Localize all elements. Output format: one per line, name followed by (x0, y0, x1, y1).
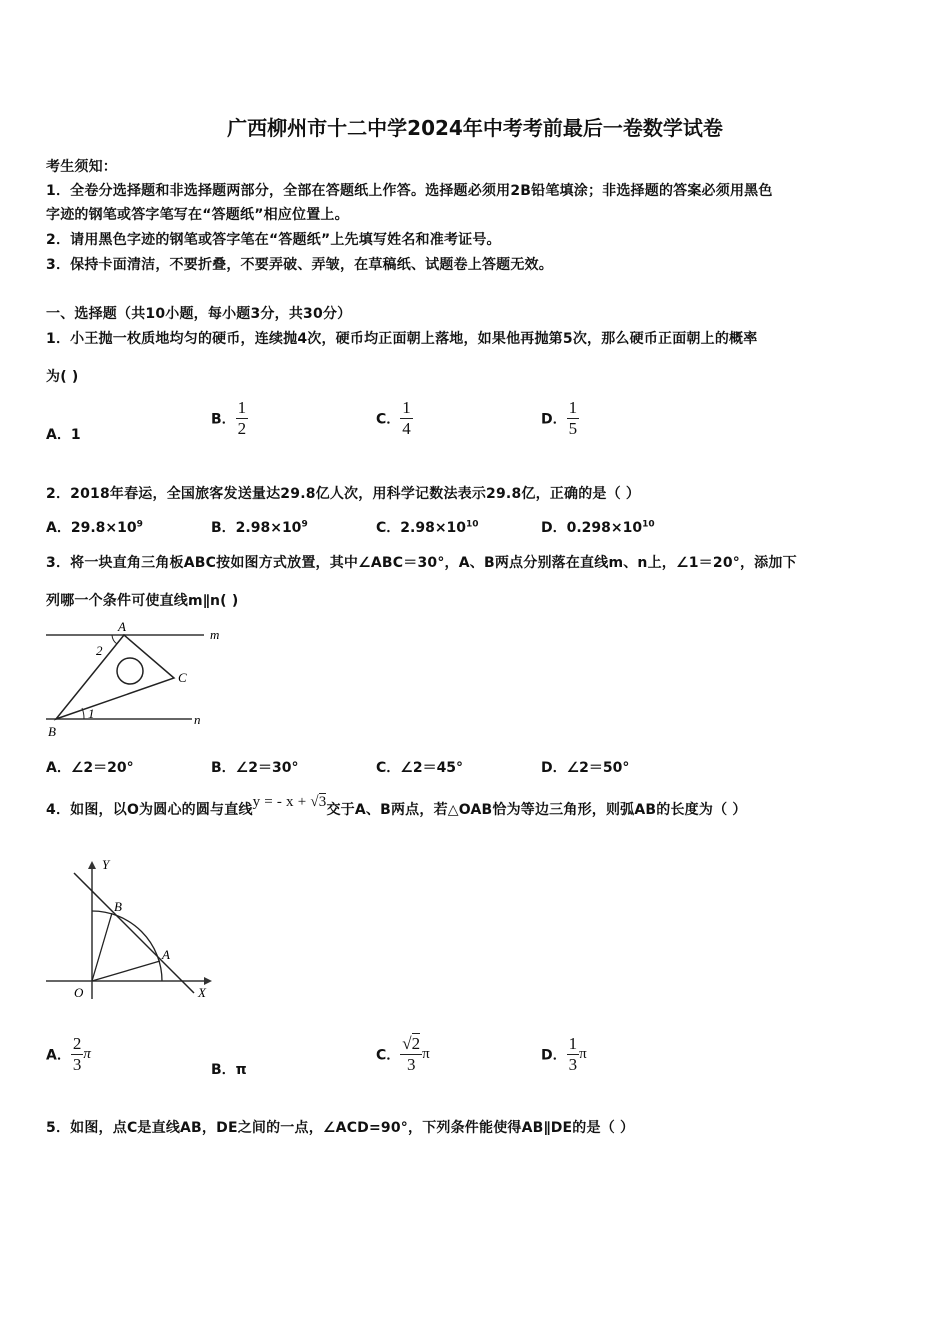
q5-text: 5．如图，点C是直线AB，DE之间的一点，∠ACD=90°，下列条件能使得AB∥DE的是（ ） (46, 1120, 635, 1136)
q2-text: 2．2018年春运，全国旅客发送量达29.8亿人次，用科学记数法表示29.8亿，正确的是（ ） (46, 486, 641, 502)
label-c: C (178, 670, 187, 685)
label-a: A (162, 947, 170, 962)
option-label: C． (376, 1047, 401, 1064)
q4-figure (44, 855, 220, 1001)
numerator: 1 (402, 398, 411, 417)
formula-text: y = - x + (252, 794, 311, 810)
angle-2-arc (112, 635, 117, 644)
denominator: 5 (568, 419, 578, 438)
label-y: Y (102, 857, 110, 872)
option-value: 1 (70, 427, 81, 443)
q3-text: 3．将一块直角三角板ABC按如图方式放置，其中∠ABC＝30°，A、B两点分别落在直线m、n上，∠1＝20°，添加下 (46, 555, 797, 571)
option-text: D．0.298×10 (541, 520, 643, 536)
q3-figure (44, 618, 230, 742)
option-label: D． (541, 1047, 567, 1064)
label-a: A (118, 619, 126, 634)
radicand: 2 (411, 1034, 421, 1053)
q2-option-b[interactable] (211, 517, 308, 537)
segment-ob (92, 913, 112, 981)
option-label: D． (541, 411, 567, 428)
triangle-hole (117, 658, 143, 684)
option-text: A．29.8×10 (46, 520, 137, 536)
q4-text-pre: 4．如图，以O为圆心的圆与直线 (46, 802, 253, 818)
denominator: 3 (400, 1054, 422, 1075)
notice-line-2: 2．请用黑色字迹的钢笔或答字笔在“答题纸”上先填写姓名和准考证号。 (46, 232, 501, 248)
numerator: 2 (72, 1034, 82, 1053)
q3-option-b[interactable]: B．∠2＝30° (211, 760, 299, 776)
q1-text-2: 为( ) (46, 369, 79, 385)
formula-radicand: 3 (318, 794, 327, 810)
x-axis-arrow (204, 977, 212, 985)
q3-option-c[interactable]: C．∠2＝45° (376, 760, 464, 776)
y-axis-arrow (88, 861, 96, 869)
page-title: 广西柳州市十二中学2024年中考考前最后一卷数学试卷 (227, 116, 723, 140)
fraction (567, 398, 580, 439)
section-heading: 一、选择题（共10小题，每小题3分，共30分） (46, 306, 352, 322)
q2-option-a[interactable] (46, 517, 143, 537)
label-n: n (194, 712, 201, 727)
label-b: B (114, 899, 122, 914)
q2-option-d[interactable] (541, 517, 655, 537)
notice-line-1b: 字迹的钢笔或答字笔写在“答题纸”相应位置上。 (46, 207, 349, 223)
option-text: C．2.98×10 (376, 520, 467, 536)
q4-option-b[interactable]: B．π (211, 1062, 247, 1078)
exponent: 10 (466, 519, 479, 530)
exponent: 9 (301, 519, 308, 530)
denominator: 3 (568, 1055, 578, 1074)
q3-text-2: 列哪一个条件可使直线m∥n( ) (46, 593, 239, 609)
option-label: A． (46, 427, 71, 443)
q2-option-c[interactable] (376, 517, 479, 537)
fraction (567, 1034, 580, 1075)
q1-text: 1．小王抛一枚质地均匀的硬币，连续抛4次，硬币均正面朝上落地，如果他再抛第5次，那么硬币正面朝上的概率 (46, 331, 758, 347)
q4-option-d[interactable] (541, 1034, 587, 1075)
exponent: 10 (642, 519, 655, 530)
q3-option-d[interactable]: D．∠2＝50° (541, 760, 630, 776)
q3-option-a[interactable]: A．∠2＝20° (46, 760, 134, 776)
label-angle-1: 1 (88, 706, 95, 721)
label-o: O (74, 985, 84, 1000)
q1-option-b[interactable] (211, 398, 248, 439)
numerator: √2 (402, 1034, 421, 1053)
q1-option-d[interactable] (541, 398, 579, 439)
q1-option-a[interactable] (46, 424, 81, 444)
pi-symbol: π (83, 1046, 91, 1062)
fraction (236, 398, 249, 439)
label-angle-2: 2 (96, 643, 103, 658)
option-label: A． (46, 1047, 71, 1064)
fraction (400, 398, 413, 439)
option-label: B． (211, 411, 236, 428)
triangle-abc (56, 635, 174, 719)
numerator: 1 (568, 1034, 578, 1053)
fraction (400, 1034, 422, 1075)
numerator: 1 (568, 398, 578, 417)
label-m: m (210, 627, 220, 642)
q4-text (46, 794, 747, 819)
q4-text-post: 交于A、B两点，若△OAB恰为等边三角形，则弧AB的长度为（ ） (326, 802, 747, 818)
notice-line-3: 3．保持卡面清洁，不要折叠，不要弄破、弄皱，在草稿纸、试题卷上答题无效。 (46, 257, 553, 273)
denominator: 3 (72, 1055, 82, 1074)
line-formula: y = - x + √3 (252, 794, 327, 810)
q4-option-a[interactable] (46, 1034, 91, 1075)
label-b: B (48, 724, 56, 739)
option-text: B．2.98×10 (211, 520, 302, 536)
segment-oa (92, 961, 160, 981)
notice-line-1: 1．全卷分选择题和非选择题两部分，全部在答题纸上作答。选择题必须用2B铅笔填涂；非选择题的答案必须用黑色 (46, 183, 773, 199)
numerator: 1 (237, 398, 247, 417)
denominator: 4 (402, 419, 411, 438)
exponent: 9 (136, 519, 143, 530)
q1-option-c[interactable] (376, 398, 413, 439)
denominator: 2 (237, 419, 247, 438)
fraction (71, 1034, 84, 1075)
option-label: C． (376, 411, 401, 428)
notice-heading: 考生须知： (46, 159, 117, 175)
q4-option-c[interactable] (376, 1034, 430, 1075)
pi-symbol: π (422, 1046, 430, 1062)
label-x: X (198, 985, 206, 1000)
pi-symbol: π (579, 1046, 587, 1062)
